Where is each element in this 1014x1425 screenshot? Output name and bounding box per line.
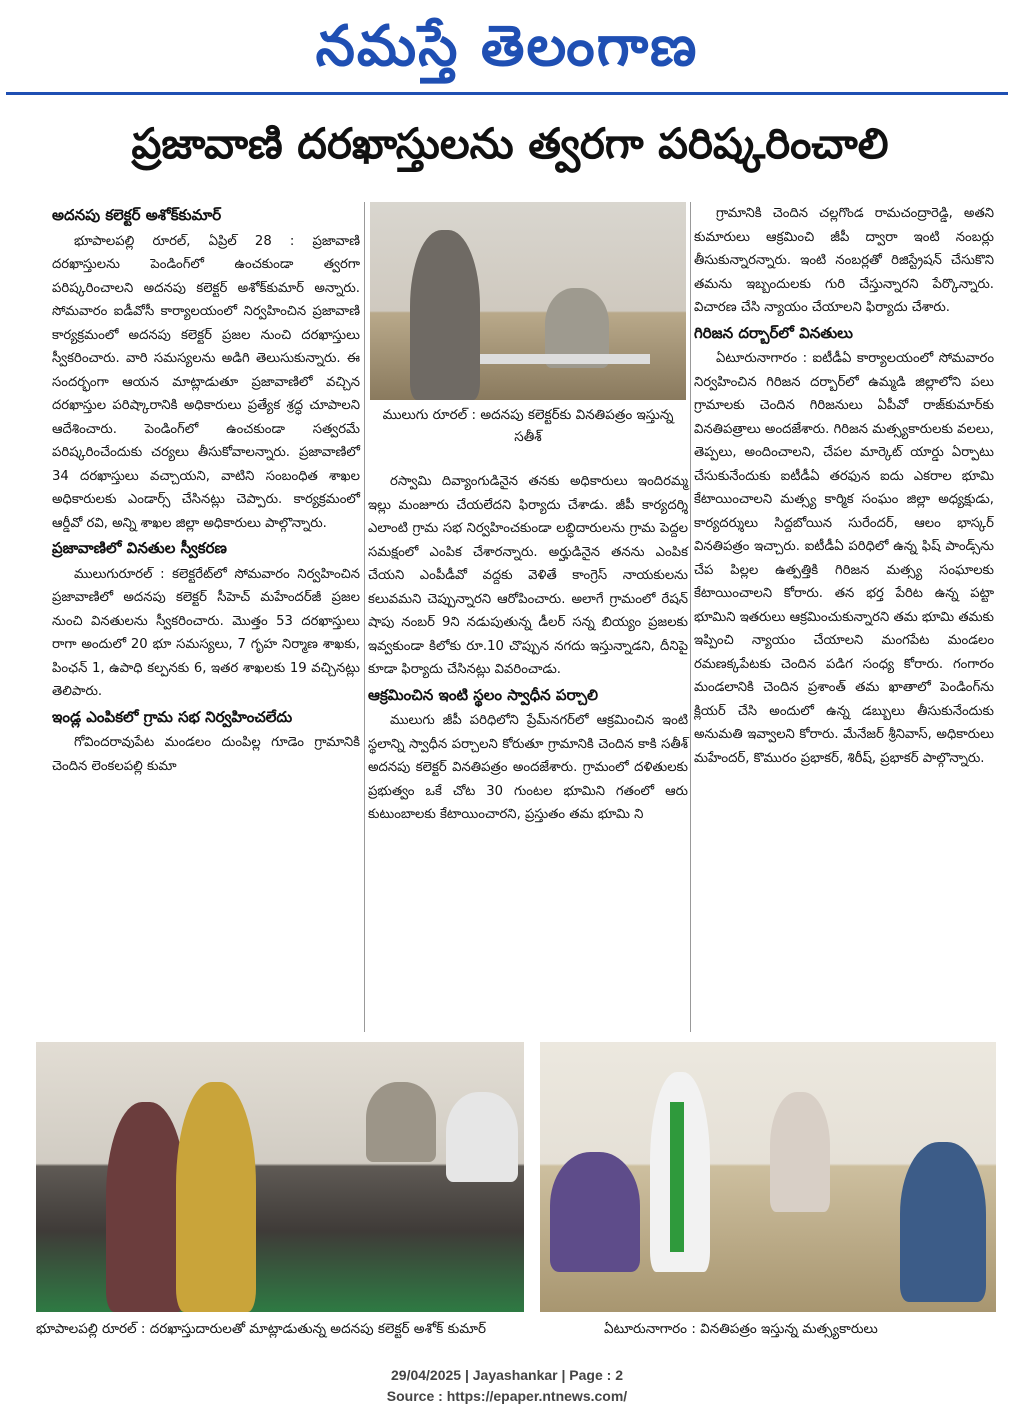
column-2 [368,470,688,827]
headline: ప్రజావాణి దరఖాస్తులను త్వరగా పరిష్కరించాలి [131,119,889,168]
column-2-para-1: రస్వామి దివ్యాంగుడినైన తనకు అధికారులు ఇందిరమ్మ ఇల్లు మంజూరు చేయలేదని ఫిర్యాదు చేశాడు. జీపీ కార్యదర్శి ఎలాంటి గ్రామ సభ నిర్వహించకుండా లబ్ధిదారులను గ్రామ పెద్దల సమక్షంలో ఎంపిక చేశారన్నారు. అర్హుడినైన తనను ఎంపిక చేయని ఎంపీడీవో వద్దకు వెళితే కాంగ్రెస్ నాయకులను కలువమని చెప్పున్నారని ఆరోపించారు. అలాగే గ్రామంలో రేషన్ షాపు నంబర్ 9ని నడుపుతున్న డీలర్ సన్న బియ్యం ప్రజలకు ఇవ్వకుండా కిలోకు రూ.10 చొప్పున నగదు ఇస్తున్నాడని, దీనిపై కూడా ఫిర్యాదు చేసినట్లు వివరించాడు. [368,474,688,677]
column-divider [690,202,691,1032]
column-2-para-2: ములుగు జీపీ పరిధిలోని ప్రేమ్‌నగర్‌లో ఆక్రమించిన ఇంటి స్థలాన్ని స్వాధీన పర్చాలని కోరుతూ గ్రామానికి చెందిన కాకి సతీశ్ అదనపు కలెక్టర్ వినతిపత్రం అందజేశారు. గ్రామంలో దళితులకు ప్రభుత్వం ఒకే చోట 30 గుంటల భూమిని గతంలో ఆరు కుటుంబాలకు కేటాయించారని, ప్రస్తుతం తమ భూమి ని [368,713,688,822]
person-figure [176,1082,256,1312]
desk-papers [480,354,650,364]
footer-source[interactable]: Source : https://epaper.ntnews.com/ [386,1388,628,1404]
person-figure [770,1092,830,1212]
photo-2-caption: భూపాలపల్లి రూరల్ : దరఖాస్తుదారులతో మాట్లాడుతున్న అదనపు కలెక్టర్ అశోక్ కుమార్ [36,1321,486,1337]
photo-3-caption: ఏటూరునాగారం : వినతిపత్రం ఇస్తున్న మత్స్యకారులు [604,1321,878,1337]
person-figure [366,1082,436,1162]
column-2-subhead: ఆక్రమించిన ఇంటి స్థలం స్వాధీన పర్చాలి [368,685,599,704]
column-1-subhead-3: ఇండ్ల ఎంపికలో గ్రామ సభ నిర్వహించలేదు [52,707,293,726]
masthead-rule [6,92,1008,95]
column-1-subhead: అదనపు కలెక్టర్ అశోక్‌కుమార్ [52,206,222,224]
photo-1-caption: ములుగు రూరల్ : అదనపు కలెక్టర్‌కు వినతిపత్రం ఇస్తున్న సతీశ్ [382,407,674,445]
column-divider [364,202,365,1032]
column-1-subhead-2: ప్రజావాణిలో వినతుల స్వీకరణ [52,539,227,557]
column-1 [52,202,360,778]
person-figure [410,230,480,400]
column-1-para-3: గోవిందరావుపేట మండలం దుంపిల్ల గూడెం గ్రామానికి చెందిన లెంకలపల్లి కుమా [52,735,360,774]
column-3-para-1: గ్రామానికి చెందిన చల్లగొండ రామచంద్రారెడ్డి, అతని కుమారులు ఆక్రమించి జీపీ ద్వారా ఇంటి నంబర్లు తీసుకున్నారన్నారు. ఇంటి నంబర్లతో రిజిస్ట్రేషన్ చేసుకొని తమను ఇబ్బందులకు గురి చేస్తున్నారని పేర్కొన్నారు. విచారణ చేసి న్యాయం చేయాలని ఫిర్యాదు చేశారు. [694,206,994,315]
column-3-subhead: గిరిజన దర్బార్‌లో వినతులు [694,323,853,342]
column-3 [694,202,994,770]
person-figure [550,1152,640,1272]
person-figure [106,1102,186,1312]
person-figure [446,1092,518,1182]
footer-date-edition: 29/04/2025 | Jayashankar | Page : 2 [391,1367,623,1383]
column-3-para-2: ఏటూరునాగారం : ఐటీడీఏ కార్యాలయంలో సోమవారం నిర్వహించిన గిరిజన దర్బార్‌లో ఉమ్మడి జిల్లాలోని పలు గ్రామాలకు చెందిన గిరిజనులు ఏపీవో రాజ్‌కుమార్‌కు వినతిపత్రాలు అందజేశారు. గిరిజన మత్స్యకారులకు వలలు, తెప్పలు, అందించాలని, చేపల మార్కెట్ యార్డు ఏర్పాటు చేసుకునేందుకు ఐటీడీఏ తరఫున ఐదు ఎకరాల భూమి కేటాయించాలని మత్స్య కార్మిక సంఘం జిల్లా అధ్యక్షుడు, కార్యదర్శులు సిద్దబోయిన సురేందర్, ఆలం భాస్కర్ వినతిపత్రం ఇచ్చారు. ఐటీడీఏ పరిధిలో ఉన్న ఫిష్ పాండ్స్‌ను చేప పిల్లల ఉత్పత్తికి గిరిజన మత్స్య సంఘాలకు కేటాయించాలని కోరారు. తన భర్త పేరిట ఉన్న పట్టా భూమిని ఇతరులు ఆక్రమించుకున్నారని తమ భూమి తమకు ఇప్పించి న్యాయం చేయాలని మంగపేట మండలం రమణక్కపేటకు చెందిన పడిగ సంధ్య కోరారు. గంగారం మండలానికి చెందిన ప్రశాంత్ తమ ఖాతాలో పెండింగ్‌ను క్లియర్ చేసి అందులో ఉన్న డబ్బులు తీసుకునేందుకు అనుమతి ఇవ్వాలని కోరారు. మేనేజర్ శ్రీనివాస్, అధికారులు మహేందర్, కొమురం ప్రభాకర్, శిరీష్, ప్రభాకర్ పాల్గొన్నారు. [694,351,994,766]
photo-collector-receiving-petition [370,202,686,400]
photo-fishermen-petition [540,1042,996,1312]
column-1-para-2: ములుగురూరల్ : కలెక్టరేట్‌లో సోమవారం నిర్వహించిన ప్రజావాణిలో అదనపు కలెక్టర్ సీహెచ్ మహేందర్‌జీ ప్రజల నుంచి వినతులను స్వీకరించారు. మొత్తం 53 దరఖాస్తులు రాగా అందులో 20 భూ సమస్యలు, 7 గృహ నిర్మాణ శాఖకు, పింఛన్ 1, ఉపాధి కల్పనకు 6, ఇతర శాఖలకు 19 వచ్చినట్లు తెలిపారు. [52,566,360,699]
person-figure [900,1142,986,1302]
photo-collector-meeting-applicants [36,1042,524,1312]
green-scarf [670,1102,684,1252]
column-1-para-1: భూపాలపల్లి రూరల్, ఏప్రిల్ 28 : ప్రజావాణి దరఖాస్తులను పెండింగ్‌లో ఉంచకుండా త్వరగా పరిష్కరించాలని అదనపు కలెక్టర్ అశోక్‌కుమార్ అన్నారు. సోమవారం ఐడీవోసీ కార్యాలయంలో నిర్వహించిన ప్రజావాణి కార్యక్రమంలో అదనపు కలెక్టర్ ప్రజల నుంచి దరఖాస్తులు స్వీకరించారు. వారి సమస్యలను అడిగి తెలుసుకున్నారు. ఈ సందర్భంగా ఆయన మాట్లాడుతూ ప్రజావాణిలో వచ్చిన దరఖాస్తుల పరిష్కారానికి అధికారులు ప్రత్యేక శ్రద్ధ చూపాలని ఆదేశించారు. పెండింగ్‌లో ఉంచకుండా సత్వరమే పరిష్కరించేందుకు చర్యలు తీసుకోవాలన్నారు. ప్రజావాణిలో 34 దరఖాస్తులు వచ్చాయని, వాటిని సంబంధిత శాఖల అధికారులకు ఎండార్స్ చేసినట్లు చెప్పారు. కార్యక్రమంలో ఆర్డీవో రవి, అన్ని శాఖల జిల్లా అధికారులు పాల్గొన్నారు. [52,233,360,531]
masthead-title: నమస్తే తెలంగాణ [315,13,699,79]
